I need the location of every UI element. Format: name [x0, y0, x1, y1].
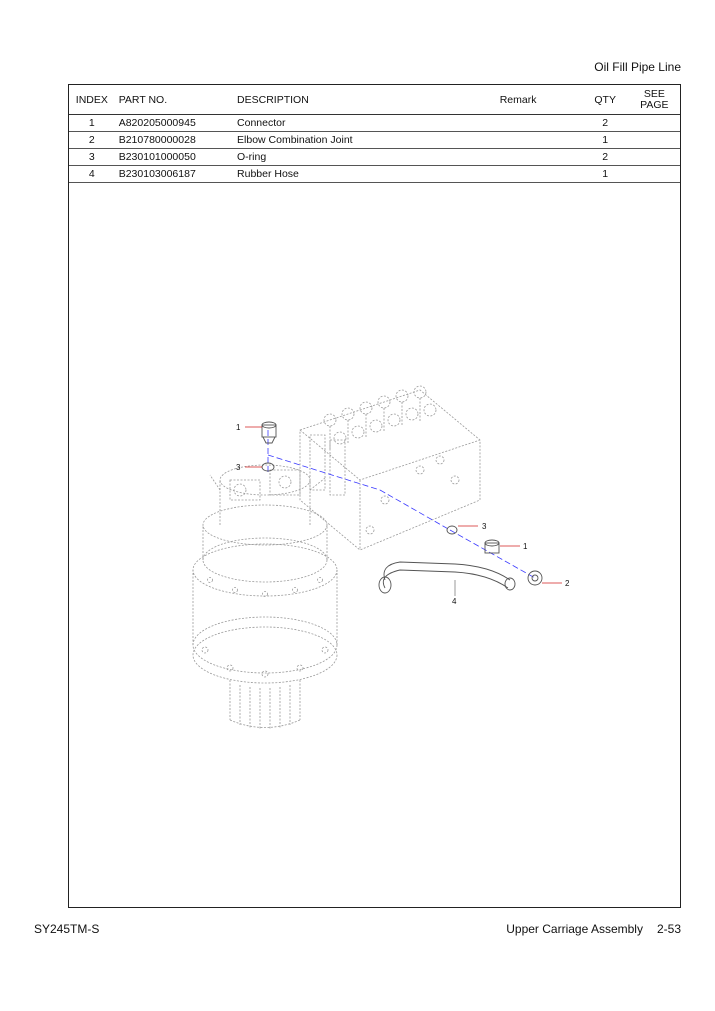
- swing-motor-drawing: [193, 465, 337, 729]
- cell-qty: 2: [582, 115, 629, 132]
- assembly-illustration: [190, 380, 590, 740]
- callout-label: 3: [236, 463, 241, 472]
- table-row: [69, 149, 680, 166]
- cell-index: 1: [69, 115, 115, 132]
- footer-section: [492, 922, 681, 936]
- see-page-line1: SEE: [643, 87, 665, 100]
- cell-see-page: [629, 166, 680, 183]
- cell-description: Elbow Combination Joint: [233, 132, 496, 149]
- cell-description: Connector: [233, 115, 496, 132]
- page-title: Oil Fill Pipe Line: [594, 60, 681, 74]
- column-header-description: DESCRIPTION: [233, 85, 496, 115]
- cell-remark: [496, 132, 582, 149]
- parts-table: [69, 85, 680, 183]
- footer-section-title: Upper Carriage Assembly: [506, 922, 643, 936]
- callout-label: 4: [452, 597, 457, 606]
- cell-qty: 1: [582, 132, 629, 149]
- cell-index: 3: [69, 149, 115, 166]
- callout-leaders: [245, 427, 562, 583]
- callout-label: 3: [482, 522, 487, 531]
- footer-model: SY245TM-S: [34, 922, 100, 936]
- callout-label: 1: [236, 423, 241, 432]
- hose-assembly: [262, 422, 542, 593]
- cell-index: 4: [69, 166, 115, 183]
- column-header-qty: QTY: [582, 85, 629, 115]
- cell-qty: 2: [582, 149, 629, 166]
- table-row: [69, 166, 680, 183]
- table-row: [69, 132, 680, 149]
- cell-part-no: B210780000028: [115, 132, 233, 149]
- cell-index: 2: [69, 132, 115, 149]
- callout-label: 2: [565, 579, 570, 588]
- cell-see-page: [629, 132, 680, 149]
- cell-part-no: A820205000945: [115, 115, 233, 132]
- column-header-see-page: [629, 85, 680, 115]
- exploded-parts-drawing: [190, 380, 590, 740]
- cell-description: O-ring: [233, 149, 496, 166]
- cell-part-no: B230101000050: [115, 149, 233, 166]
- column-header-part-no: PART NO.: [115, 85, 233, 115]
- column-header-index: INDEX: [69, 85, 115, 115]
- cell-part-no: B230103006187: [115, 166, 233, 183]
- cell-description: Rubber Hose: [233, 166, 496, 183]
- cell-remark: [496, 149, 582, 166]
- cell-see-page: [629, 149, 680, 166]
- footer-page-number: 2-53: [656, 922, 681, 936]
- cell-remark: [496, 115, 582, 132]
- callout-label: 1: [523, 542, 528, 551]
- column-header-remark: Remark: [496, 85, 582, 115]
- table-row: [69, 115, 680, 132]
- table-header-row: [69, 85, 680, 115]
- see-page-line2: PAGE: [640, 98, 669, 111]
- cell-qty: 1: [582, 166, 629, 183]
- alignment-axes: [268, 430, 535, 578]
- cell-remark: [496, 166, 582, 183]
- cell-see-page: [629, 115, 680, 132]
